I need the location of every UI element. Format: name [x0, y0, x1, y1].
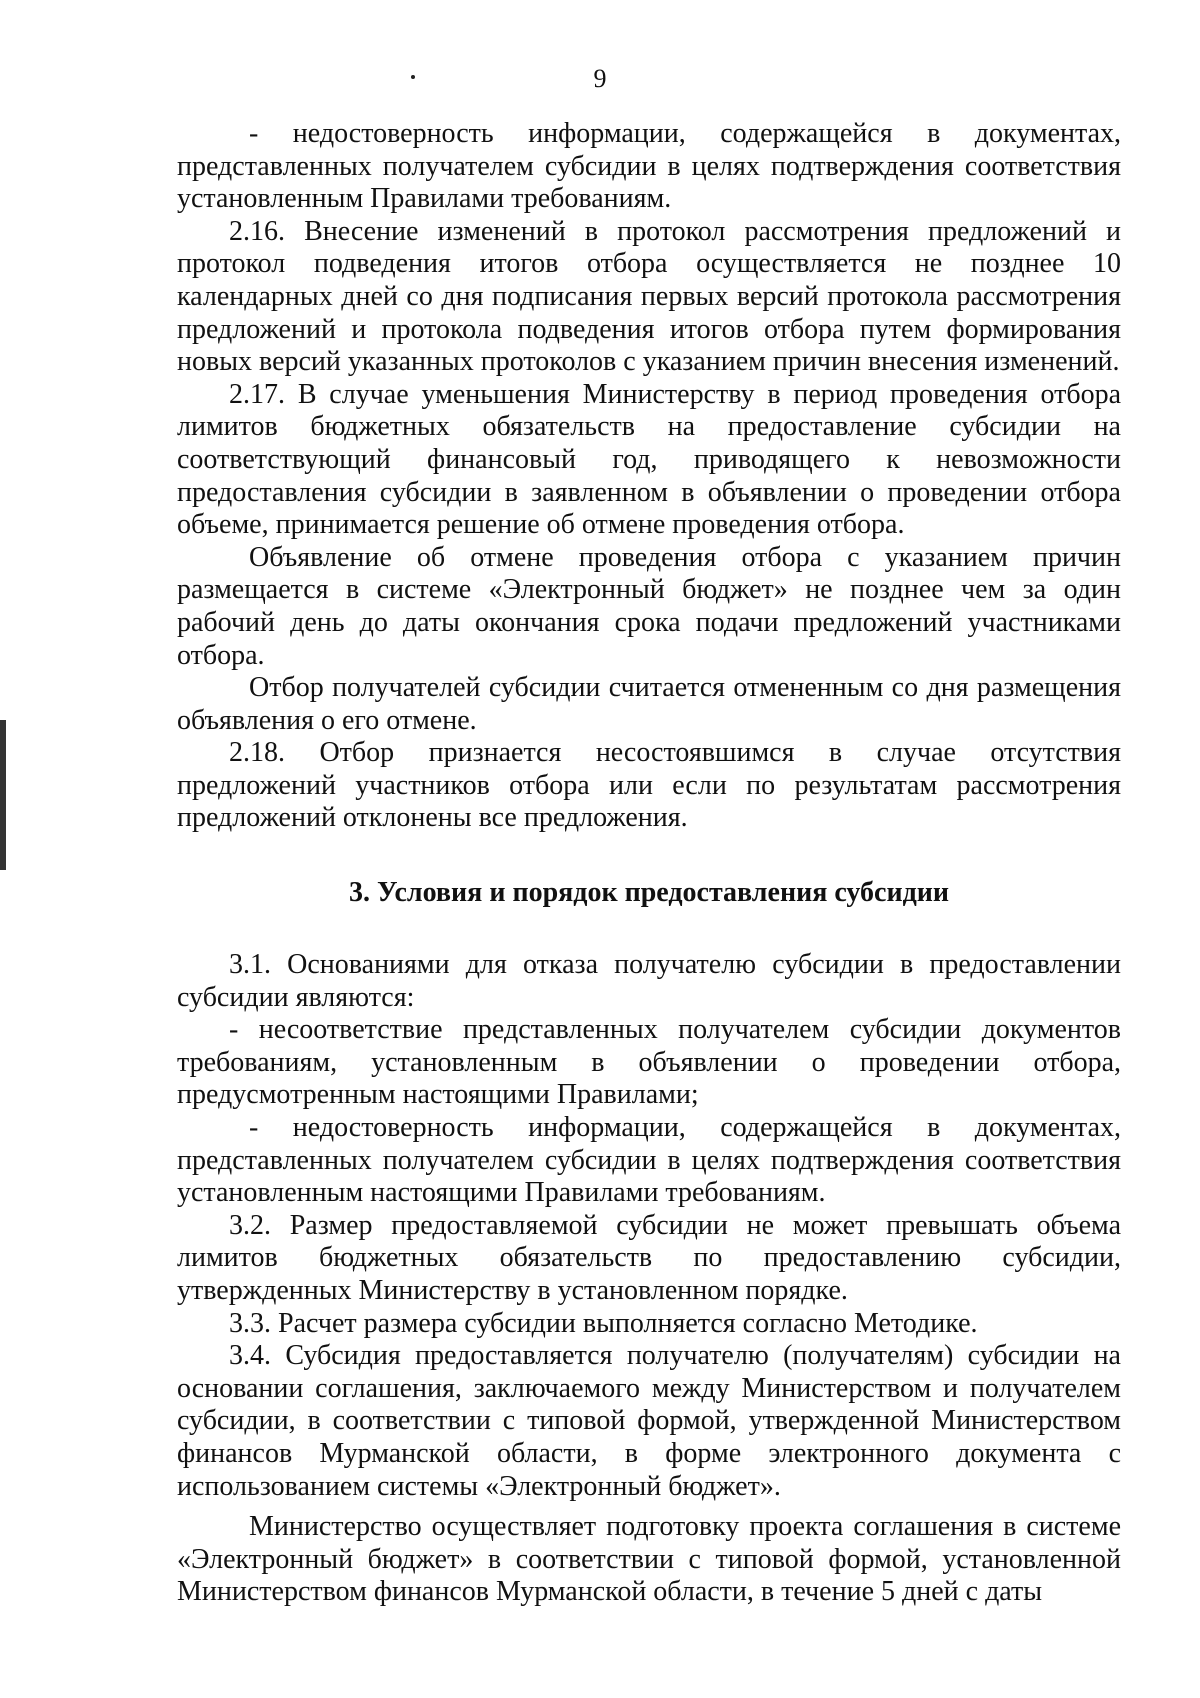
paragraph-unreliable-info: - недостоверность информации, содержащейся в документах, представленных получателем субсидии в целях подтверждения соответствия установленным Правилами требованиям.: [177, 118, 1121, 215]
paragraph-cancellation-notice: Объявление об отмене проведения отбора с указанием причин размещается в системе «Электронный бюджет» не позднее чем за один рабочий день до даты окончания срока подачи предложений участниками отбора.: [177, 541, 1121, 671]
paragraph-unreliable-info-2: - недостоверность информации, содержащейся в документах, представленных получателем субсидии в целях подтверждения соответствия установленным настоящими Правилами требованиям.: [177, 1112, 1121, 1209]
page-number: 9: [593, 64, 607, 93]
scan-margin-mark: [0, 720, 6, 870]
paragraph-2-18: 2.18. Отбор признается несостоявшимся в случае отсутствия предложений участников отбора или если по результатам рассмотрения предложений отклонены все предложения.: [177, 737, 1121, 834]
paragraph-ministry-draft: Министерство осуществляет подготовку проекта соглашения в системе «Электронный бюджет» в соответствии с типовой формой, установленной Министерством финансов Мурманской области, в течение 5 дней с даты: [177, 1511, 1121, 1608]
paragraph-2-16: 2.16. Внесение изменений в протокол рассмотрения предложений и протокол подведения итогов отбора осуществляется не позднее 10 календарных дней со дня подписания первых версий протокола рассмотрения предложений и протокола подведения итогов отбора путем формирования новых версий указанных протоколов с указанием причин внесения изменений.: [177, 215, 1121, 378]
paragraph-3-4: 3.4. Субсидия предоставляется получателю (получателям) субсидии на основании соглашения, заключаемого между Министерством и получателем субсидии, в соответствии с типовой формой, утвержденной Министерством финансов Мурманской области, в форме электронного документа с использованием системы «Электронный бюджет».: [177, 1340, 1121, 1502]
document-body: [177, 118, 1121, 1609]
paragraph-3-1: 3.1. Основаниями для отказа получателю субсидии в предоставлении субсидии являются:: [177, 949, 1121, 1013]
paragraph-nonconformity: - несоответствие представленных получателем субсидии документов требованиям, установленным в объявлении о проведении отбора, предусмотренным настоящими Правилами;: [177, 1014, 1121, 1111]
paragraph-3-3: 3.3. Расчет размера субсидии выполняется согласно Методике.: [229, 1307, 978, 1339]
paragraph-cancellation-effective: Отбор получателей субсидии считается отмененным со дня размещения объявления о его отмене.: [177, 672, 1121, 736]
section-heading: 3. Условия и порядок предоставления субсидии: [348, 877, 950, 909]
paragraph-spacer: [177, 1503, 1121, 1511]
paragraph-3-2: 3.2. Размер предоставляемой субсидии не может превышать объема лимитов бюджетных обязательств по предоставлению субсидии, утвержденных Министерству в установленном порядке.: [177, 1209, 1121, 1306]
paragraph-2-17: 2.17. В случае уменьшения Министерству в период проведения отбора лимитов бюджетных обязательств на предоставление субсидии на соответствующий финансовый год, приводящего к невозможности предоставления субсидии в заявленном в объявлении о проведении отбора объеме, принимается решение об отмене проведения отбора.: [177, 378, 1121, 541]
